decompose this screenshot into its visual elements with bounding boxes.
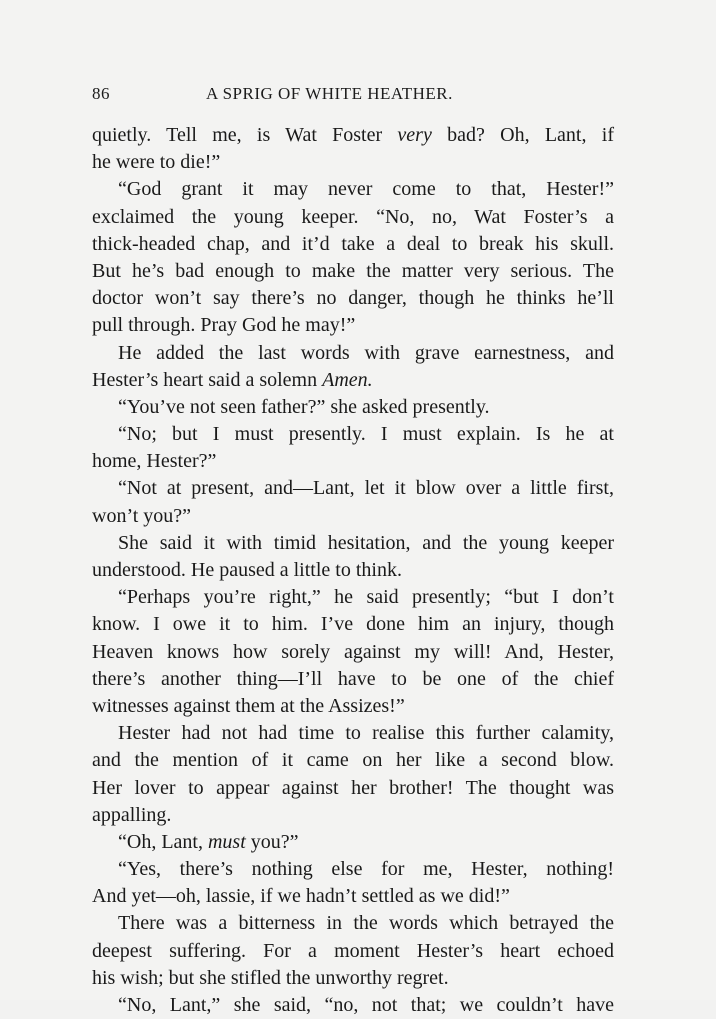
text-line [92, 557, 614, 584]
text-segment: “No, Lant,” she said, “no, not that; we couldn’t have [118, 994, 614, 1016]
running-title: A SPRIG OF WHITE HEATHER. [206, 84, 453, 103]
text-line [92, 611, 614, 638]
text-line [92, 503, 614, 530]
text-line [92, 475, 614, 502]
text-line [92, 802, 614, 829]
text-segment: understood. He paused a little to think. [92, 559, 402, 581]
text-segment: there’s another thing—I’ll have to be one of the chief [92, 667, 614, 690]
text-segment: There was a bitterness in the words which betrayed the [118, 912, 614, 935]
emphasis-text: must [207, 830, 246, 853]
text-segment: know. I owe it to him. I’ve done him an injury, though [92, 613, 614, 636]
text-segment: witnesses against them at the Assizes!” [92, 694, 405, 717]
text-segment: won’t you?” [92, 504, 192, 527]
text-line [92, 176, 614, 203]
text-line [92, 910, 614, 937]
text-line [92, 666, 614, 693]
emphasis-text: very [397, 124, 432, 146]
text-line [92, 829, 614, 856]
text-segment: Her lover to appear against her brother! The thought was [92, 776, 614, 799]
text-line [92, 448, 614, 475]
text-segment: She said it with timid hesitation, and the young keeper [118, 531, 614, 554]
text-line [92, 258, 614, 285]
text-line [92, 693, 614, 720]
emphasis-text: Amen. [322, 368, 373, 391]
text-line [92, 204, 614, 231]
text-line [92, 340, 614, 367]
text-line [92, 965, 614, 992]
text-line [92, 367, 614, 394]
text-segment: home, Hester?” [92, 450, 217, 473]
text-segment: Hester’s heart said a solemn [92, 368, 323, 391]
text-line [92, 584, 614, 611]
text-segment: appalling. [92, 803, 172, 826]
text-segment: Hester had not had time to realise this further calamity, [118, 722, 614, 745]
text-segment: pull through. Pray God he may!” [92, 314, 356, 337]
text-segment: “Not at present, and—Lant, let it blow over a little first, [118, 477, 614, 500]
text-line [92, 122, 614, 149]
text-segment: “You’ve not seen father?” she asked presently. [118, 395, 490, 418]
text-segment: “No; but I must presently. I must explain. Is he at [118, 423, 614, 446]
body-text [92, 122, 614, 1019]
running-header [92, 84, 502, 110]
text-segment: deepest suffering. For a moment Hester’s heart echoed [92, 939, 614, 962]
text-segment: But he’s bad enough to make the matter very serious. The [92, 259, 614, 282]
text-segment: He added the last words with grave earnestness, and [118, 341, 614, 364]
text-line [92, 856, 614, 883]
text-line [92, 775, 614, 802]
text-segment: you?” [245, 830, 299, 853]
text-segment: “Oh, Lant, [118, 830, 208, 853]
text-line [92, 312, 614, 339]
text-segment: Heaven knows how sorely against my will! And, Hester, [92, 640, 614, 663]
text-line [92, 149, 614, 176]
text-segment: doctor won’t say there’s no danger, though he thinks he’ll [92, 287, 614, 310]
text-segment: “Perhaps you’re right,” he said presently; “but I don’t [118, 586, 614, 609]
text-line [92, 883, 614, 910]
text-line [92, 421, 614, 448]
text-line [92, 530, 614, 557]
text-line [92, 992, 614, 1019]
page-number: 86 [92, 84, 110, 103]
text-segment: exclaimed the young keeper. “No, no, Wat Foster’s a [92, 205, 614, 228]
text-line [92, 285, 614, 312]
text-segment: and the mention of it came on her like a second blow. [92, 749, 614, 772]
text-line [92, 231, 614, 258]
text-line [92, 394, 614, 421]
text-segment: his wish; but she stifled the unworthy regret. [92, 966, 449, 989]
text-segment: bad? Oh, Lant, if [431, 124, 614, 146]
text-line [92, 747, 614, 774]
text-segment: And yet—oh, lassie, if we hadn’t settled as we did!” [92, 885, 510, 908]
text-segment: quietly. Tell me, is Wat Foster [92, 124, 398, 146]
text-line [92, 938, 614, 965]
text-line [92, 720, 614, 747]
text-segment: he were to die!” [92, 151, 221, 174]
text-segment: thick-headed chap, and it’d take a deal to break his skull. [92, 232, 614, 255]
text-segment: “Yes, there’s nothing else for me, Hester, nothing! [118, 858, 614, 881]
text-line [92, 639, 614, 666]
text-segment: “God grant it may never come to that, Hester!” [118, 178, 614, 201]
